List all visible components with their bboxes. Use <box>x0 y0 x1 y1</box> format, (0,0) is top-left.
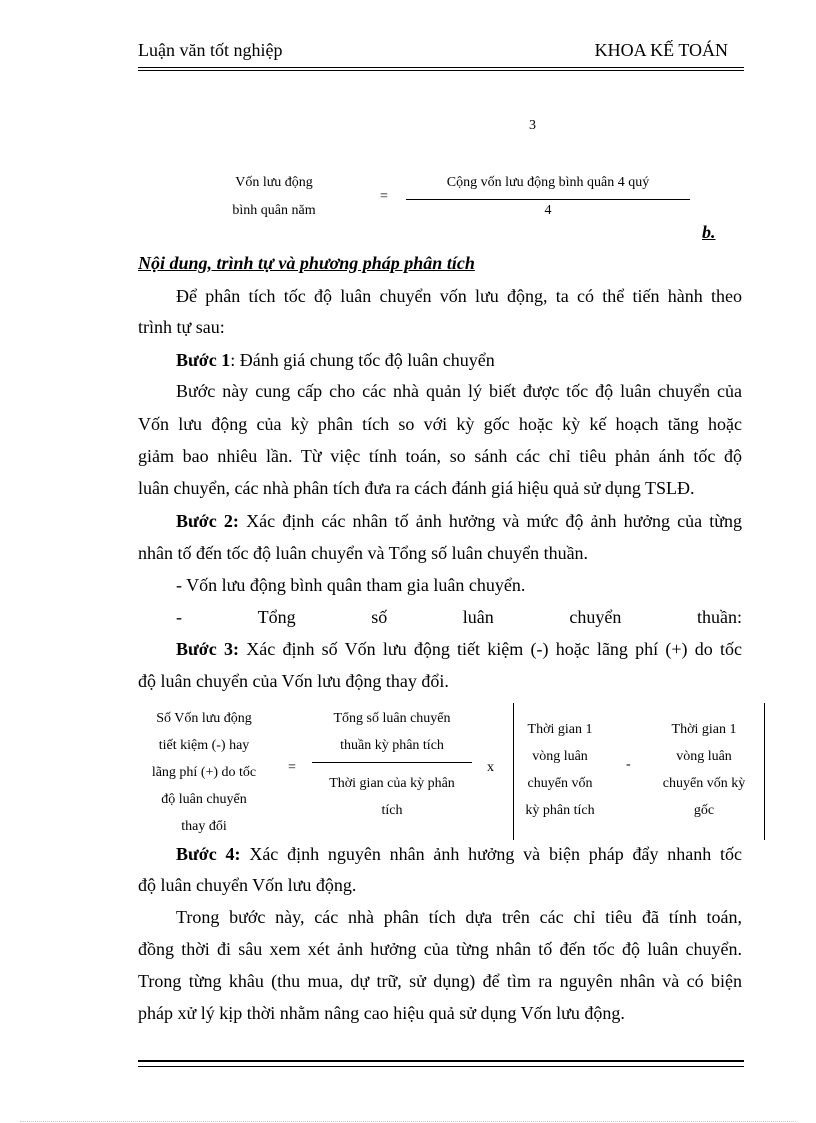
formula2-denominator <box>312 770 472 824</box>
formula-lhs-line1: Vốn lưu động <box>235 175 313 190</box>
step3-text: Xác định số Vốn lưu động tiết kiệm (-) hoặc lãng phí (+) do tốc <box>239 639 742 659</box>
closing-line2: đồng thời đi sâu xem xét ảnh hưởng của từng nhân tố đến tốc độ luân chuyển. <box>138 939 742 959</box>
closing-line1: Trong bước này, các nhà phân tích dựa trên các chỉ tiêu đã tính toán, <box>176 907 742 927</box>
formula2-minus: - <box>626 757 631 772</box>
bullet2-word5: thuần: <box>696 607 742 627</box>
bullet-von-luu-dong: - Vốn lưu động bình quân tham gia luân chuyển. <box>176 575 526 595</box>
intro-line2: trình tự sau: <box>138 317 225 337</box>
formula2-lhs-line5: thay đổi <box>181 819 227 834</box>
intro-line1: Để phân tích tốc độ luân chuyển vốn lưu động, ta có thể tiến hành theo <box>176 286 742 306</box>
closing-line4: pháp xử lý kịp thời nhằm nâng cao hiệu quả sử dụng Vốn lưu động. <box>138 1003 625 1023</box>
formula2-right-bar <box>764 703 765 840</box>
formula2-t1-line1: Thời gian 1 <box>527 722 593 737</box>
formula2-t1-line4: kỳ phân tích <box>525 803 595 818</box>
formula2-lhs-line4: độ luân chuyển <box>161 792 247 807</box>
formula2-lhs-line1: Số Vốn lưu động <box>156 711 252 726</box>
formula2-num-line2: thuần kỳ phân tích <box>340 738 444 753</box>
formula-lhs-line2: bình quân năm <box>232 203 316 218</box>
header-left: Luận văn tốt nghiệp <box>138 40 283 60</box>
step1-body-line3: giảm bao nhiêu lần. Từ việc tính toán, so sánh các chỉ tiêu phản ánh tốc độ <box>138 446 742 466</box>
step2-text: Xác định các nhân tố ảnh hưởng và mức độ ảnh hưởng của từng <box>238 511 743 531</box>
bullet2-dash: - <box>176 607 182 627</box>
formula2-t0-line1: Thời gian 1 <box>671 722 737 737</box>
formula2-time-current <box>514 716 606 824</box>
closing-line3: Trong từng khâu (thu mua, dự trữ, sử dụng) để tìm ra nguyên nhân và có biện <box>138 971 742 991</box>
bullet2-word3: luân <box>462 607 494 627</box>
step3-line1 <box>138 639 742 660</box>
formula-number-3: 3 <box>529 118 536 133</box>
section-title: Nội dung, trình tự và phương pháp phân tích <box>138 253 475 273</box>
formula2-time-base <box>648 716 760 824</box>
formula2-times: x <box>487 760 494 775</box>
step3-label: Bước 3: <box>176 639 239 659</box>
formula2-lhs-line2: tiết kiệm (-) hay <box>158 738 250 753</box>
step4-label: Bước 4: <box>176 844 241 864</box>
step4-text: Xác định nguyên nhân ảnh hưởng và biện pháp đẩy nhanh tốc <box>240 844 742 864</box>
step3-line2: độ luân chuyển của Vốn lưu động thay đổi. <box>138 671 449 691</box>
step1-label: Bước 1 <box>176 350 231 370</box>
step1-heading <box>138 350 742 371</box>
formula2-equals: = <box>288 760 296 775</box>
formula2-lhs <box>138 705 270 840</box>
header-rule-thin <box>138 70 744 71</box>
formula2-lhs-line3: lãng phí (+) do tốc <box>151 765 257 780</box>
formula-denominator: 4 <box>544 203 552 218</box>
header-rule <box>138 67 744 68</box>
formula2-den-line1: Thời gian của kỳ phân <box>329 776 455 791</box>
bullet2-word4: chuyển <box>569 607 622 627</box>
formula2-den-line2: tích <box>381 803 403 818</box>
formula2-num-line1: Tổng số luân chuyển <box>333 711 451 726</box>
step2-line1 <box>138 511 742 532</box>
page-edge-dotted <box>20 1121 796 1122</box>
formula-fraction-bar <box>406 199 690 200</box>
bullet2-word2: số <box>371 607 388 627</box>
step1-text: : Đánh giá chung tốc độ luân chuyển <box>230 350 495 370</box>
header-right: KHOA KẾ TOÁN <box>594 40 728 60</box>
step1-body-line4: luân chuyển, các nhà phân tích đưa ra cách đánh giá hiệu quả sử dụng TSLĐ. <box>138 478 695 498</box>
step1-body-line1: Bước này cung cấp cho các nhà quản lý biết được tốc độ luân chuyển của <box>176 381 742 401</box>
bullet-tong-so <box>138 607 742 628</box>
formula2-t0-line3: chuyển vốn kỳ <box>662 776 746 791</box>
footer-rule-thin <box>138 1066 744 1067</box>
footer-rule-thick <box>138 1060 744 1062</box>
step2-label: Bước 2: <box>176 511 239 531</box>
section-marker: b. <box>702 222 716 242</box>
formula2-t0-line2: vòng luân <box>676 749 732 764</box>
formula2-fraction-bar <box>312 762 472 763</box>
formula2-t0-line4: gốc <box>693 803 715 818</box>
step2-line2: nhân tố đến tốc độ luân chuyển và Tổng số luân chuyển thuần. <box>138 543 589 563</box>
bullet2-word1: Tổng <box>257 607 296 627</box>
step1-body-line2: Vốn lưu động của kỳ phân tích so với kỳ gốc hoặc kỳ kế hoạch tăng hoặc <box>138 414 742 434</box>
formula2-t1-line2: vòng luân <box>532 749 588 764</box>
formula2-t1-line3: chuyển vốn <box>527 776 593 791</box>
formula2-numerator <box>312 705 472 759</box>
formula-equals: = <box>380 189 388 204</box>
formula-numerator: Cộng vốn lưu động bình quân 4 quý <box>446 175 650 190</box>
step4-line2: độ luân chuyển Vốn lưu động. <box>138 875 357 895</box>
step4-line1 <box>138 844 742 865</box>
